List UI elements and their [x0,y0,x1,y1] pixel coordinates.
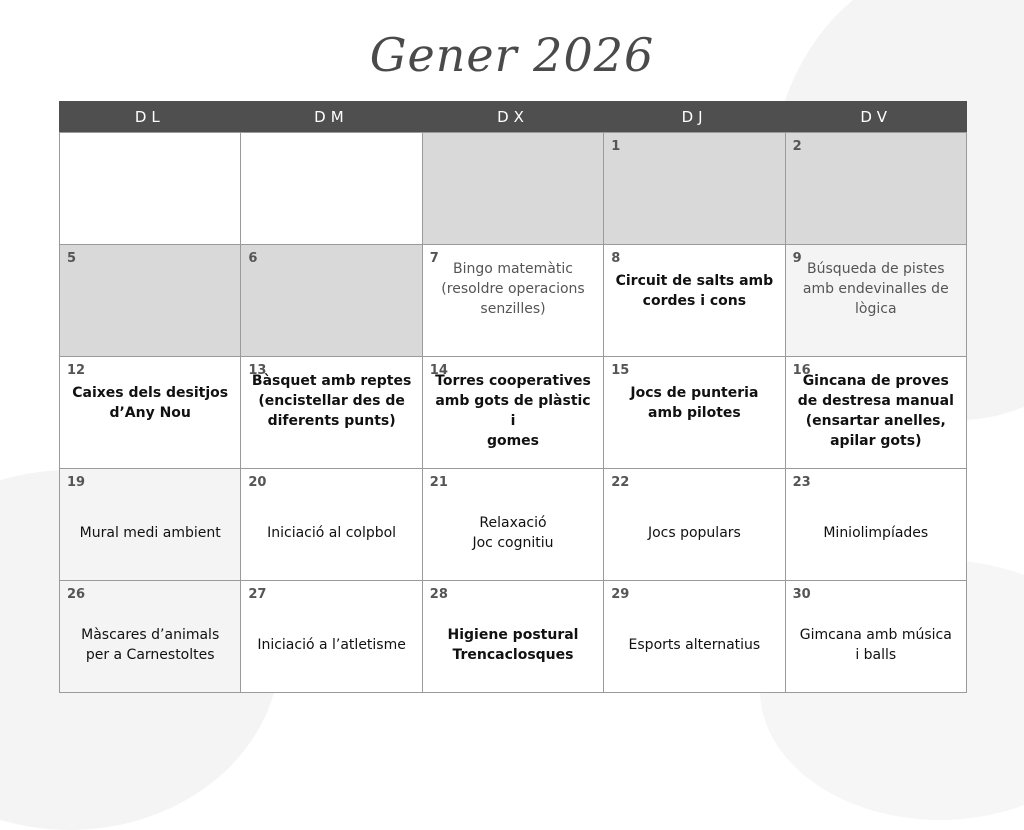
activity-text: Gincana de proves de destresa manual (ensartar anelles, apilar gots) [797,373,954,449]
day-number: 1 [611,139,621,154]
activity-text: Gimcana amb música i balls [799,626,952,663]
day-cell [786,133,967,245]
day-cell [786,357,967,469]
day-number: 9 [792,251,802,266]
day-cell [241,357,422,469]
day-cell [604,357,785,469]
day-cell [604,469,785,581]
activity-text: Relaxació Joc cognitiu [472,514,554,551]
day-cell [604,245,785,357]
weekday-dm: DM [314,107,349,126]
day-number: 13 [248,363,267,378]
day-cell [423,245,604,357]
weekday-dl: DL [134,107,165,126]
activity-text: Bingo matemàtic (resoldre operacions senzilles) [441,261,585,317]
activity-text: Torres cooperatives amb gots de plàstic i gomes [435,373,591,449]
calendar-grid [59,132,967,693]
activity-text: Jocs populars [647,524,741,541]
day-cell [786,245,967,357]
day-number: 2 [792,139,802,154]
activity-text: Bàsquet amb reptes (encistellar des de diferents punts) [251,373,412,429]
day-number: 27 [248,587,267,602]
activity-text: Esports alternatius [628,636,761,653]
weekday-dv: DV [860,107,892,126]
day-cell [604,133,785,245]
day-number: 23 [792,475,811,490]
day-cell [60,133,241,245]
day-number: 30 [792,587,811,602]
day-cell [423,357,604,469]
day-cell [60,357,241,469]
calendar-title: Gener 2026 [369,28,655,82]
day-number: 5 [67,251,77,266]
day-number: 20 [248,475,267,490]
day-cell [423,469,604,581]
day-number: 29 [611,587,630,602]
day-cell [60,245,241,357]
day-number: 26 [67,587,86,602]
weekday-dx: DX [497,107,529,126]
activity-text: Iniciació a l’atletisme [257,636,406,653]
day-number: 15 [611,363,630,378]
weekday-dj: DJ [681,107,708,126]
day-cell [241,469,422,581]
activity-text: Màscares d’animals per a Carnestoltes [81,626,220,663]
day-number: 16 [792,363,811,378]
activity-text: Jocs de punteria amb pilotes [630,385,759,421]
activity-text: Circuit de salts amb cordes i cons [615,273,774,309]
day-number: 21 [429,475,448,490]
day-number: 14 [429,363,448,378]
day-cell [60,469,241,581]
day-number: 12 [67,363,86,378]
activity-text: Caixes dels desitjos d’Any Nou [72,385,229,421]
day-number: 7 [429,251,439,266]
day-number: 19 [67,475,86,490]
day-cell [241,581,422,693]
day-number: 22 [611,475,630,490]
day-cell [423,581,604,693]
day-number: 6 [248,251,258,266]
activity-text: Mural medi ambient [79,524,221,541]
activity-text: Higiene postural Trencaclosques [447,626,579,663]
activity-text: Miniolimpíades [823,524,929,541]
activity-text: Iniciació al colpbol [267,524,397,541]
day-number: 28 [429,587,448,602]
day-number: 8 [611,251,621,266]
day-cell [423,133,604,245]
day-cell [60,581,241,693]
day-cell [241,245,422,357]
weekday-header [59,101,967,132]
day-cell [604,581,785,693]
activity-text: Búsqueda de pistes amb endevinalles de lògica [802,261,949,317]
day-cell [241,133,422,245]
calendar [59,101,967,693]
day-cell [786,581,967,693]
day-cell [786,469,967,581]
